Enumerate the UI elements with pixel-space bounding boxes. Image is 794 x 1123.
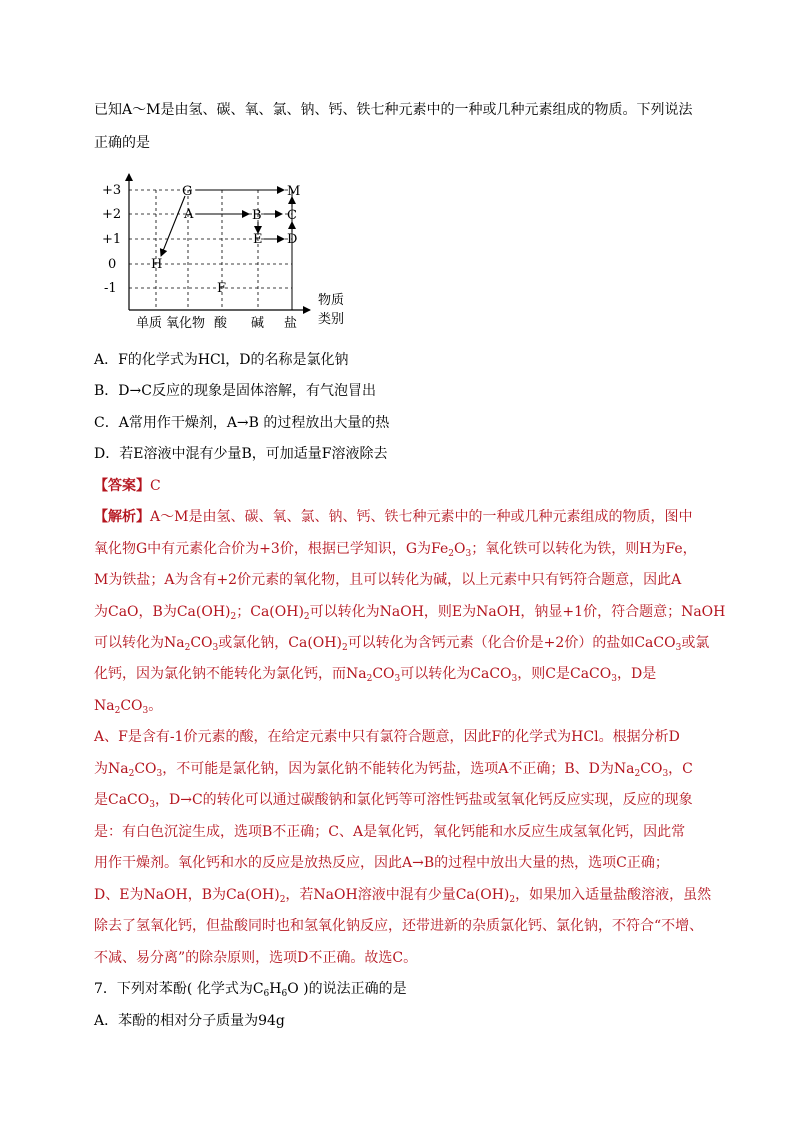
analysis-text: 可以转化为NaOH，则E为NaOH，钠显+1价，符合题意；NaOH <box>309 604 726 620</box>
node-g: G <box>182 184 193 199</box>
subscript: 3 <box>212 643 219 653</box>
analysis-text: ，D→C的转化可以通过碳酸钠和氯化钙等可溶性钙盐或氢氧化钙反应实现，反应的现象 <box>154 792 693 808</box>
analysis-text: CO <box>190 635 213 651</box>
subscript: 3 <box>611 674 617 684</box>
x-category-label: 盐 <box>284 316 298 331</box>
subscript: 2 <box>303 612 310 622</box>
subscript: 2 <box>366 674 373 684</box>
analysis-text: 为Na <box>94 761 129 777</box>
subscript: 3 <box>662 769 669 779</box>
option-b: B．D→C反应的现象是固体溶解，有气泡冒出 <box>94 383 376 399</box>
y-tick-label: +2 <box>102 207 122 222</box>
subscript: 3 <box>465 549 472 559</box>
arrow-g-h <box>161 196 185 256</box>
analysis-text: ；Ca(OH) <box>236 604 304 620</box>
analysis-text: ，D是 <box>616 666 657 682</box>
option-c: C．A常用作干燥剂，A→B 的过程放出大量的热 <box>94 415 390 431</box>
analysis-text: 或氯 <box>681 635 710 651</box>
analysis-text: ，若NaOH溶液中混有少量Ca(OH) <box>285 887 510 903</box>
analysis-line <box>94 696 162 716</box>
analysis-text: D、E为NaOH，B为Ca(OH) <box>94 887 280 903</box>
analysis-line: 用作干燥剂。氧化钙和水的反应是放热反应，因此A→B的过程中放出大量的热，选项C正确； <box>94 855 669 871</box>
node-h: H <box>151 257 163 272</box>
x-category-label: 单质 <box>136 316 163 331</box>
node-d: D <box>287 232 298 247</box>
subscript: 3 <box>394 674 401 684</box>
formula: Fe <box>431 541 449 557</box>
option-a: A．F的化学式为HCl，D的名称是氯化钠 <box>94 352 349 368</box>
answer-line <box>94 476 161 496</box>
analysis-label: 【解析】 <box>94 509 150 525</box>
subscript: 3 <box>675 643 682 653</box>
analysis-text: ，不可能是氯化钠，因为氯化钠不能转化为钙盐，选项A不正确；B、D为Na <box>162 761 635 777</box>
subscript: 6 <box>281 989 288 999</box>
subscript: 3 <box>142 706 149 716</box>
analysis-text: ，如果加入适量盐酸溶液，虽然 <box>515 887 712 903</box>
subscript: 3 <box>511 674 518 684</box>
subscript: 3 <box>156 769 163 779</box>
formula: O <box>453 541 466 557</box>
analysis-line: 是：有白色沉淀生成，选项B不正确；C、A是氧化钙，氧化钙能和水反应生成氢氧化钙，因此常 <box>94 824 686 840</box>
analysis-line <box>94 664 656 684</box>
valence-diagram <box>94 170 364 335</box>
question-7-stem <box>94 979 407 999</box>
analysis-text: 化钙，因为氯化钠不能转化为氯化钙，而Na <box>94 666 367 682</box>
analysis-line <box>94 633 709 653</box>
node-m: M <box>287 184 301 199</box>
analysis-line: 不减、易分离”的除杂原则，选项D不正确。故选C。 <box>94 950 418 966</box>
analysis-text: ；氧化铁可以转化为铁，则H为Fe， <box>471 541 697 557</box>
analysis-text: Na <box>94 698 115 714</box>
analysis-line: 除去了氢氧化钙，但盐酸同时也和氢氧化钠反应，还带进新的杂质氯化钙、氯化钠，不符合“不增、 <box>94 918 704 934</box>
y-tick-label: +1 <box>102 232 122 247</box>
y-tick-label: -1 <box>104 281 117 296</box>
subscript: 2 <box>114 706 121 716</box>
subscript: 2 <box>128 769 135 779</box>
analysis-line <box>94 507 692 527</box>
answer-value: C <box>150 478 161 494</box>
answer-label: 【答案】 <box>94 478 150 494</box>
analysis-text: 可以转化为Na <box>94 635 185 651</box>
node-c: C <box>287 208 297 223</box>
analysis-line <box>94 790 693 810</box>
analysis-text: 可以转化为CaCO <box>400 666 512 682</box>
analysis-line <box>94 759 693 779</box>
x-category-label: 酸 <box>214 316 228 331</box>
x-category-label: 碱 <box>251 316 265 331</box>
question-text: O )的说法正确的是 <box>287 981 407 997</box>
analysis-text: 可以转化为含钙元素（化合价是+2价）的盐如CaCO <box>347 635 676 651</box>
x-axis-title: 物质 <box>318 293 345 308</box>
option-d: D．若E溶液中混有少量B，可加适量F溶液除去 <box>94 446 388 462</box>
node-e: E <box>253 232 263 247</box>
analysis-line <box>94 885 711 905</box>
analysis-line <box>94 602 725 622</box>
subscript: 2 <box>184 643 191 653</box>
analysis-line <box>94 539 697 559</box>
subscript: 2 <box>634 769 641 779</box>
analysis-text: 或氯化钠，Ca(OH) <box>218 635 342 651</box>
x-axis-title: 类别 <box>318 312 345 327</box>
subscript: 2 <box>448 549 454 559</box>
analysis-text: 。 <box>148 698 163 714</box>
node-b: B <box>252 208 262 223</box>
analysis-text: 氧化物G中有元素化合价为+3价，根据已学知识，G为 <box>94 541 432 557</box>
y-tick-label: +3 <box>102 183 122 198</box>
subscript: 2 <box>230 612 237 622</box>
analysis-text: A～M是由氢、碳、氧、氯、钠、钙、铁七种元素中的一种或几种元素组成的物质，图中 <box>150 509 693 525</box>
node-a: A <box>184 207 194 222</box>
analysis-text: CO <box>372 666 395 682</box>
subscript: 3 <box>149 800 155 810</box>
question-7-option-a: A．苯酚的相对分子质量为94g <box>94 1013 285 1029</box>
subscript: 6 <box>263 989 270 999</box>
subscript: 2 <box>279 895 286 905</box>
analysis-text: CO <box>640 761 663 777</box>
analysis-line: M为铁盐；A为含有+2价元素的氧化物，且可以转化为碱，以上元素中只有钙符合题意，因此A <box>94 572 682 588</box>
analysis-text: ，C <box>668 761 693 777</box>
node-f: F <box>217 281 227 296</box>
analysis-text: ，则C是CaCO <box>517 666 612 682</box>
analysis-text: CO <box>120 698 143 714</box>
analysis-text: 为CaO，B为Ca(OH) <box>94 604 231 620</box>
question-text: H <box>269 981 282 997</box>
y-tick-label: 0 <box>108 257 117 272</box>
subscript: 2 <box>509 895 516 905</box>
analysis-text: 是CaCO <box>94 792 150 808</box>
analysis-text: CO <box>134 761 157 777</box>
question-stem-line-1: 已知A～M是由氢、碳、氧、氯、钠、钙、铁七种元素中的一种或几种元素组成的物质。下列说法 <box>94 102 693 118</box>
question-stem-line-2: 正确的是 <box>94 135 150 151</box>
subscript: 2 <box>341 643 348 653</box>
analysis-line: A、F是含有-1价元素的酸，在给定元素中只有氯符合题意，因此F的化学式为HCl。根据分析D <box>94 729 680 745</box>
question-text: 7．下列对苯酚( 化学式为C <box>94 981 264 997</box>
x-category-label: 氧化物 <box>166 316 206 331</box>
